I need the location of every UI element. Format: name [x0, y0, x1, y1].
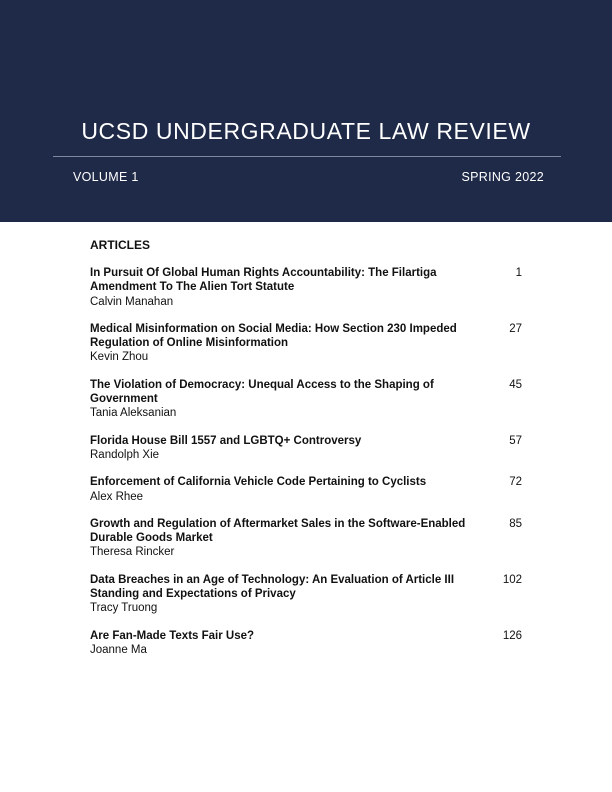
- page-number: 45: [509, 378, 522, 391]
- toc-entry: [90, 629, 522, 658]
- article-author: Theresa Rincker: [90, 546, 175, 559]
- header-divider: [53, 156, 561, 157]
- article-author: Tracy Truong: [90, 602, 158, 615]
- article-title: Florida House Bill 1557 and LGBTQ+ Controversy: [90, 434, 362, 447]
- article-title: Are Fan-Made Texts Fair Use?: [90, 629, 255, 642]
- article-author: Tania Aleksanian: [90, 407, 177, 420]
- page-number: 57: [509, 434, 522, 447]
- page-number: 27: [509, 322, 522, 335]
- table-of-contents: [90, 266, 522, 670]
- article-title: Data Breaches in an Age of Technology: An Evaluation of Article III Standing and Expectations of Privacy: [90, 573, 455, 601]
- issue-label: SPRING 2022: [461, 170, 544, 184]
- article-author: Calvin Manahan: [90, 295, 174, 308]
- article-title: Enforcement of California Vehicle Code Pertaining to Cyclists: [90, 476, 427, 489]
- toc-entry: [90, 475, 522, 504]
- toc-entry: [90, 266, 522, 309]
- toc-entry: [90, 517, 522, 560]
- volume-label: VOLUME 1: [73, 170, 139, 184]
- toc-entry: [90, 434, 522, 463]
- article-author: Alex Rhee: [90, 490, 144, 503]
- header-banner: [0, 0, 612, 222]
- page-number: 1: [515, 267, 522, 279]
- toc-entry: [90, 322, 522, 365]
- section-heading: ARTICLES: [90, 238, 150, 252]
- article-author: Joanne Ma: [90, 643, 147, 656]
- page-number: 126: [502, 629, 522, 642]
- toc-entry: [90, 573, 522, 616]
- article-title: Growth and Regulation of Aftermarket Sales in the Software-Enabled Durable Goods Market: [90, 517, 466, 545]
- page-number: 102: [502, 573, 522, 586]
- article-title: In Pursuit Of Global Human Rights Accountability: The Filartiga Amendment To The Alien Tort Statute: [90, 267, 437, 294]
- page-number: 85: [509, 517, 522, 530]
- article-title: Medical Misinformation on Social Media: How Section 230 Impeded Regulation of Online Misinformation: [90, 322, 457, 350]
- article-title: The Violation of Democracy: Unequal Access to the Shaping of Government: [90, 378, 434, 406]
- page-number: 72: [509, 476, 522, 489]
- journal-title: UCSD UNDERGRADUATE LAW REVIEW: [81, 118, 531, 144]
- toc-entry: [90, 378, 522, 421]
- article-author: Randolph Xie: [90, 448, 160, 461]
- article-author: Kevin Zhou: [90, 351, 149, 364]
